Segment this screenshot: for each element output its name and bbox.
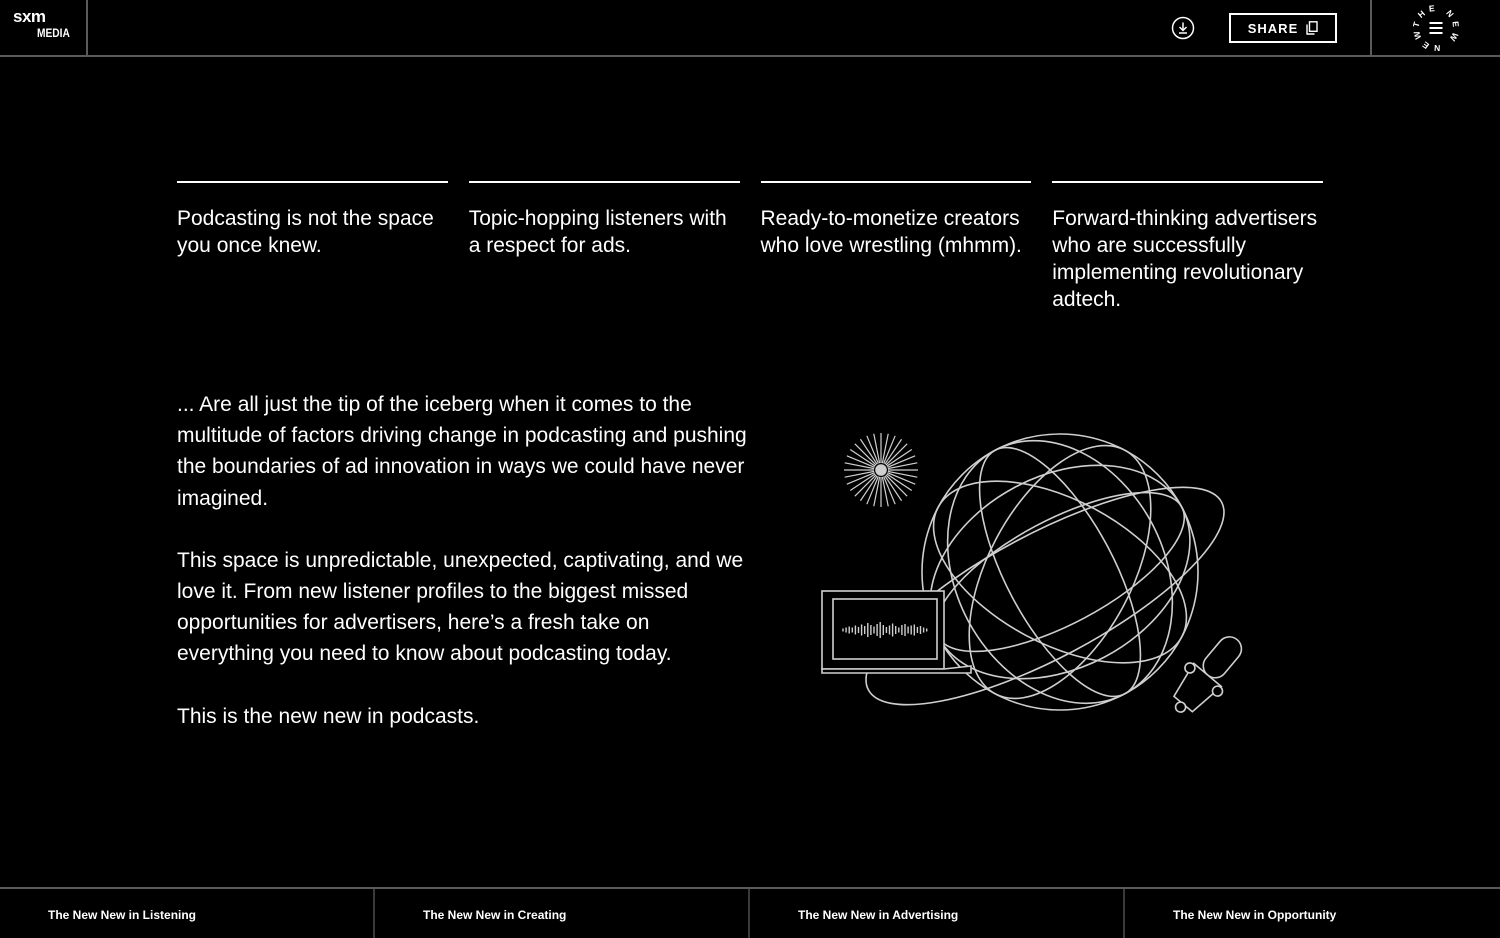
menu-badge-graphic <box>1413 5 1459 51</box>
sxm-media-logo[interactable] <box>0 0 88 55</box>
top-header <box>0 0 1500 57</box>
pillar-listeners: Topic-hopping listeners with a respect for ads. <box>469 181 740 313</box>
nav-creating[interactable]: The New New in Creating <box>375 889 750 938</box>
logo-line1: sxm <box>13 7 46 26</box>
pillar-podcasting: Podcasting is not the space you once knew. <box>177 181 448 313</box>
hamburger-icon <box>1430 23 1443 33</box>
pillars-row <box>177 181 1323 313</box>
download-icon <box>1171 16 1195 40</box>
logo-line2: MEDIA <box>37 26 70 40</box>
menu-cell <box>1370 0 1500 55</box>
nav-opportunity[interactable]: The New New in Opportunity <box>1173 908 1337 922</box>
menu-badge-text: HE N W NE <box>1415 5 1459 51</box>
section-nav <box>0 887 1500 938</box>
laptop-waveform-icon <box>822 591 971 673</box>
podcast-illustration <box>815 428 1260 728</box>
nav-advertising[interactable]: The New New in Advertising <box>750 889 1125 938</box>
intro-paragraph-3: This is the new new in podcasts. <box>177 704 480 728</box>
intro-copy <box>177 389 747 763</box>
menu-button[interactable] <box>1413 5 1459 51</box>
share-label: SHARE <box>1247 20 1299 36</box>
share-button[interactable] <box>1229 13 1337 43</box>
copy-icon <box>1306 21 1318 35</box>
intro-paragraph-1: ... Are all just the tip of the iceberg when it comes to the multitude of factors driving change in podcasting and pushing the boundaries of ad innovation in ways we could have never imagined. <box>177 393 747 510</box>
intro-paragraph-2: This space is unpredictable, unexpected, captivating, and we love it. From new listener profiles to the biggest missed opportunities for advertisers, here’s a fresh take on everything you need to know about podcasting today. <box>177 548 744 666</box>
microphone-icon <box>1160 625 1255 726</box>
starburst-icon <box>844 433 918 507</box>
download-button[interactable] <box>1171 16 1195 40</box>
pillar-advertisers: Forward-thinking advertisers who are successfully implementing revolutionary adtech. <box>1052 181 1323 313</box>
nav-listening[interactable]: The New New in Listening <box>0 889 375 938</box>
pillar-creators: Ready-to-monetize creators who love wrestling (mhmm). <box>761 181 1032 313</box>
